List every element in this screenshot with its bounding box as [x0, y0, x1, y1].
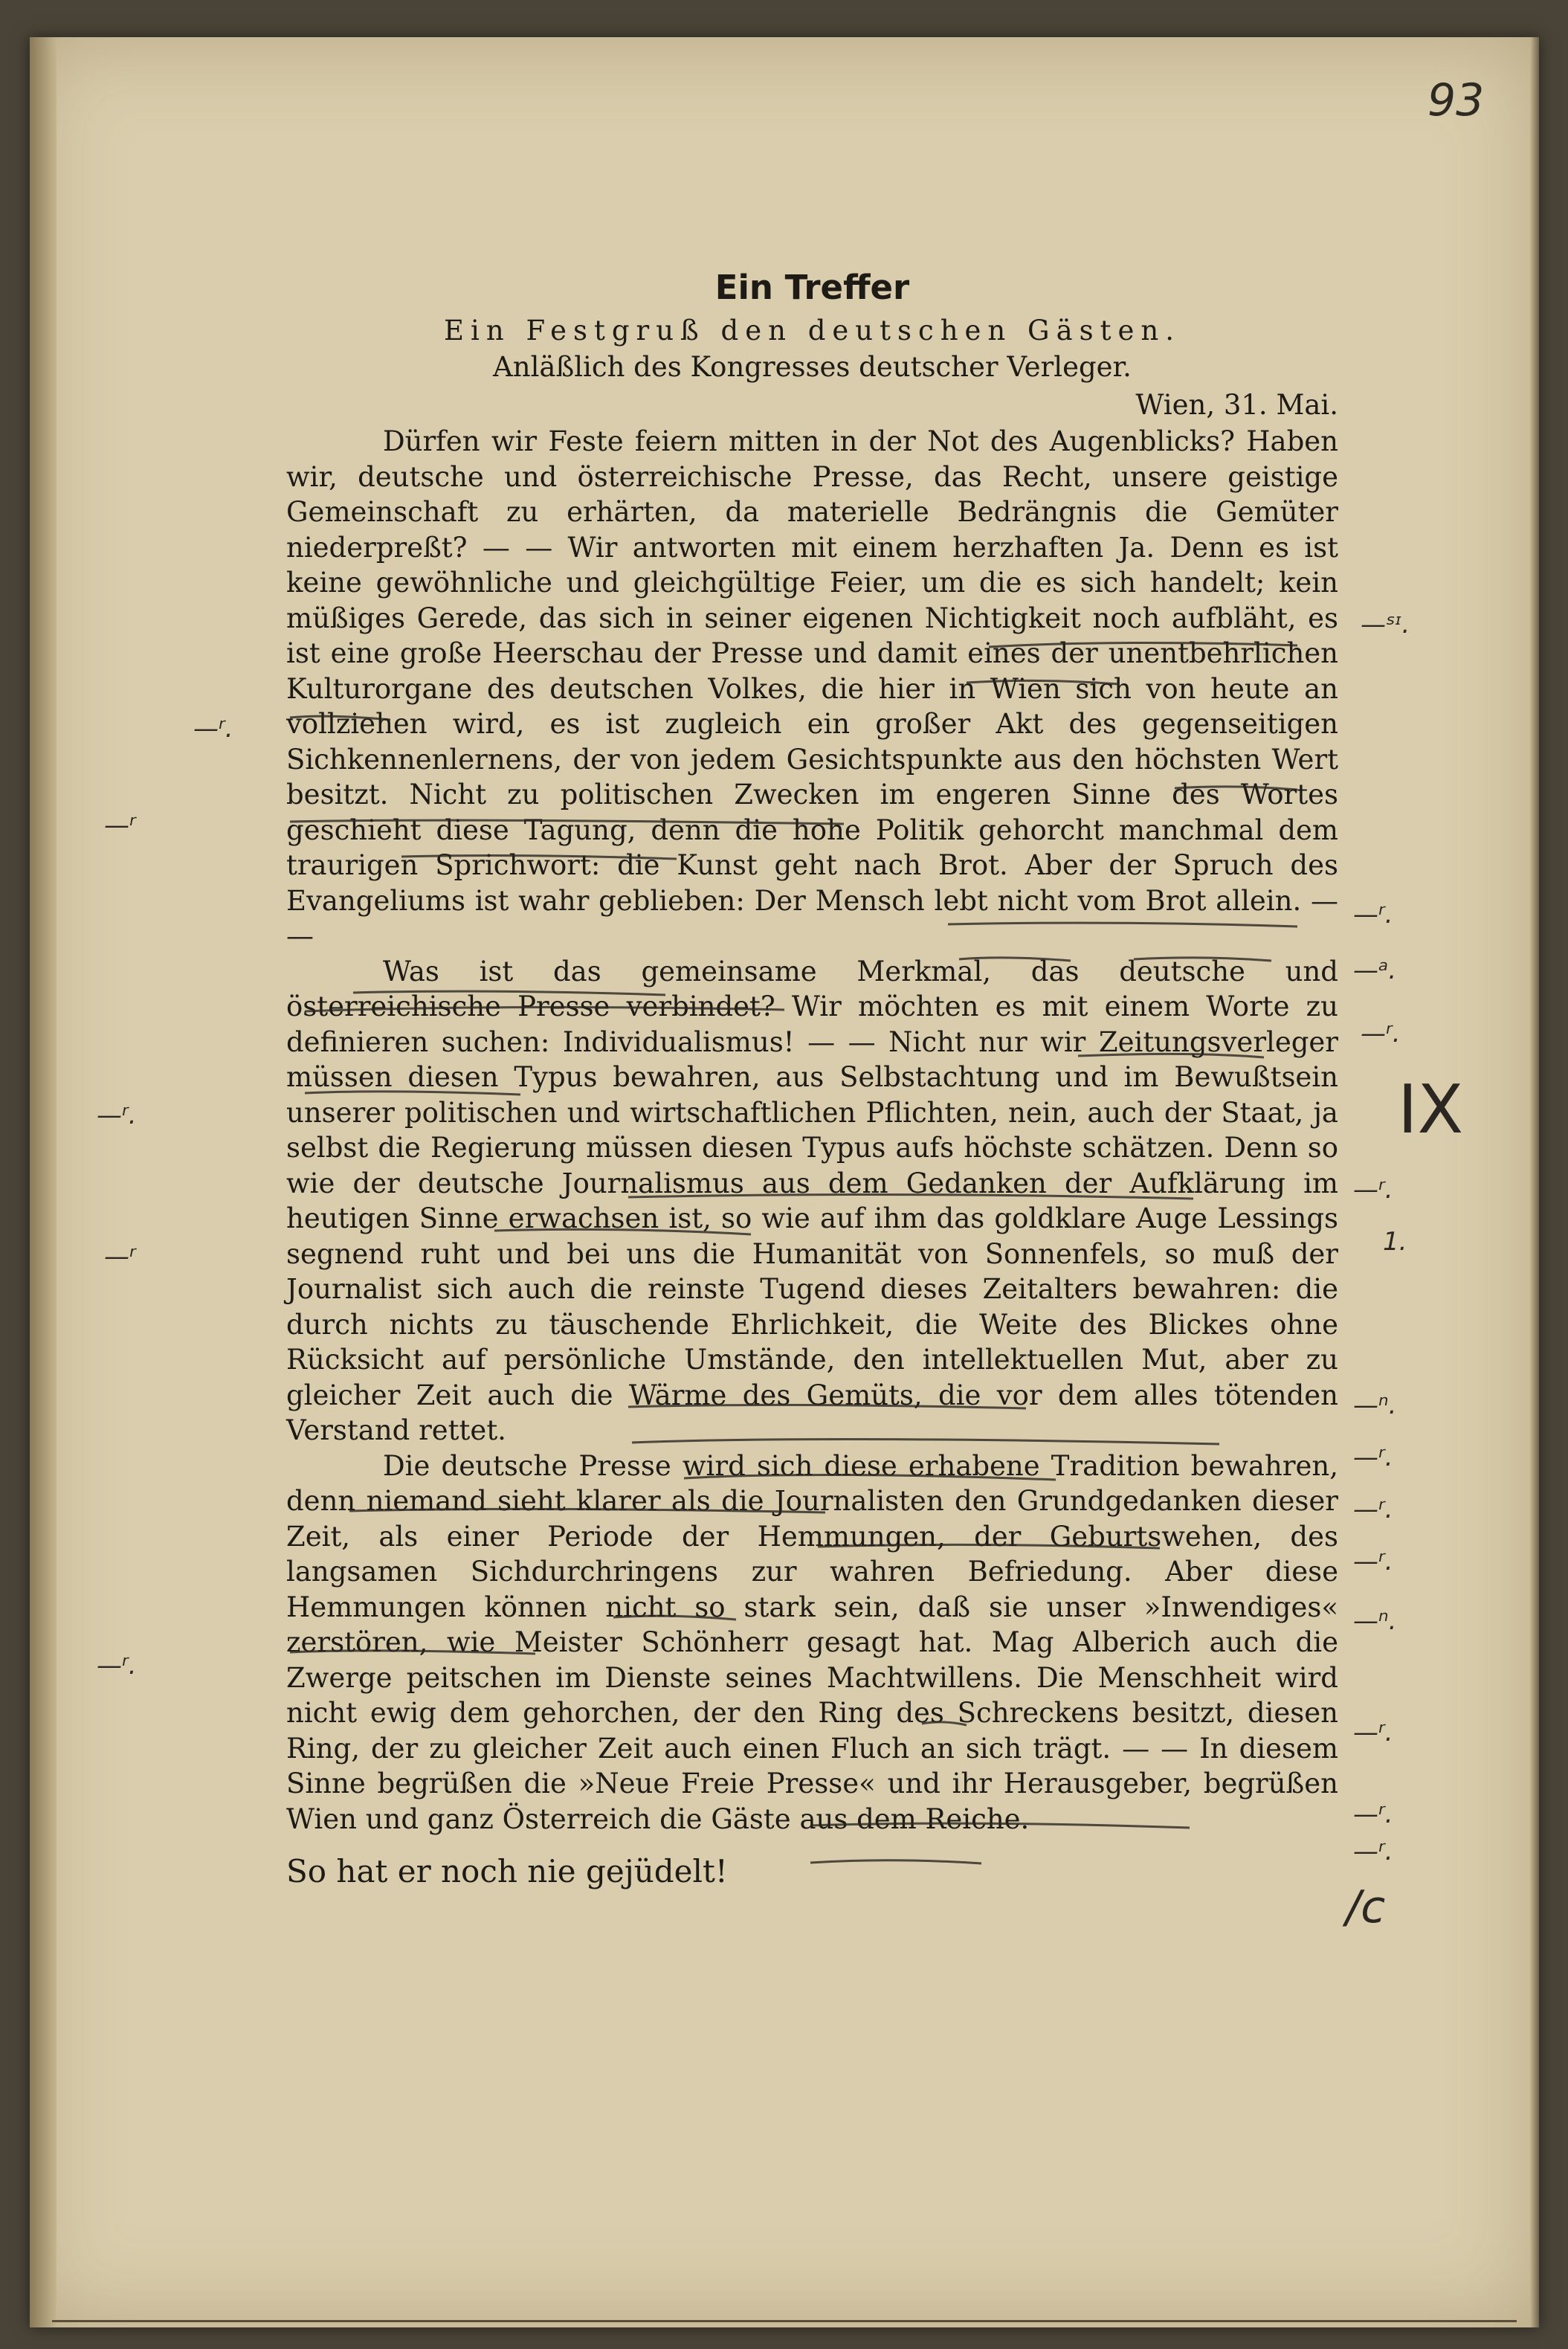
- page-bottom-rule: [52, 2320, 1517, 2322]
- handwritten-mark: —ʳ: [104, 1242, 136, 1272]
- handwritten-mark: —ʳ.: [1353, 1495, 1393, 1524]
- paragraph: Was ist das gemeinsame Merkmal, das deutsche und österreichische Presse verbindet? Wir möchten es mit einem Worte zu definieren suchen: Individualismus! — — Nicht nur wir Zeitungsverleger müssen diesen Typus bewahren, aus Selbstachtung und im Bewußtsein unserer politischen und wirtschaftlichen Pflichten, nein, auch der Staat, ja selbst die Regierung müssen diesen Typus aufs höchste schätzen. Denn so wie der deutsche Journalismus aus dem Gedanken der Aufklärung im heutigen Sinne erwachsen ist, so wie auf ihm das goldklare Auge Lessings segnend ruht und bei uns die Humanität von Sonnenfels, so muß der Journalist sich auch die reinste Tugend dieses Zeitalters bewahren: die durch nichts zu täuschende Ehrlichkeit, die Weite des Blickes ohne Rücksicht auf persönliche Umstände, den intellektuellen Mut, aber zu gleicher Zeit auch die Wärme des Gemüts, die vor dem alles tötenden Verstand rettet.: [286, 955, 1338, 1446]
- handwritten-mark: —ʳ.: [1353, 1547, 1393, 1576]
- handwritten-mark: —ʳ.: [1353, 1718, 1393, 1747]
- handwritten-mark: —ʳ.: [1353, 1175, 1393, 1205]
- handwritten-mark: —ⁿ.: [1353, 1606, 1397, 1636]
- roman-numeral-annotation: IX: [1398, 1071, 1464, 1149]
- handwritten-mark: /c: [1346, 1881, 1386, 1933]
- article-subtitle: Ein Festgruß den deutschen Gästen.: [444, 315, 1181, 347]
- handwritten-mark: —ʳ.: [1353, 900, 1393, 929]
- handwritten-mark: —ʳ.: [1353, 1443, 1393, 1472]
- handwritten-mark: —ˢᶦ.: [1361, 610, 1410, 639]
- article: [286, 238, 1338, 1889]
- page-edge: [1530, 37, 1539, 2327]
- scanned-page: [30, 37, 1539, 2327]
- handwritten-mark: —ʳ.: [1353, 1799, 1393, 1829]
- paragraph: Dürfen wir Feste feiern mitten in der Not des Augenblicks? Haben wir, deutsche und österreichische Presse, das Recht, unsere geistige Gemeinschaft zu erhärten, da materielle Bedrängnis die Gemüter niederpreßt? — — Wir antworten mit einem herzhaften Ja. Denn es ist keine gewöhnliche und gleichgültige Feier, um die es sich handelt; kein müßiges Gerede, das sich in seiner eigenen Nichtigkeit noch aufbläht, es ist eine große Heerschau der Presse und damit eines der unentbehrlichen Kulturorgane des deutschen Volkes, die hier in Wien sich von heute an vollziehen wird, es ist zugleich ein großer Akt des gegenseitigen Sichkennenlernens, der von jedem Gesichtspunkte aus den höchsten Wert besitzt. Nicht zu politischen Zwecken im engeren Sinne des Wortes geschieht diese Tagung, denn die hohe Politik gehorcht manchmal dem traurigen Sprichwort: die Kunst geht nach Brot. Aber der Spruch des Evangeliums ist wahr geblieben: Der Mensch lebt nicht vom Brot allein. — —: [286, 425, 1338, 952]
- handwritten-mark: —ʳ.: [193, 714, 233, 744]
- closing-remark: So hat er noch nie gejüdelt!: [286, 1853, 728, 1889]
- handwritten-mark: —ʳ.: [1361, 1019, 1401, 1048]
- handwritten-mark: —ʳ.: [97, 1101, 137, 1130]
- page-number: 93: [1427, 74, 1485, 126]
- handwritten-mark: —ʳ.: [97, 1651, 137, 1681]
- article-dateline: Wien, 31. Mai.: [1135, 389, 1338, 421]
- handwritten-mark: —ʳ: [104, 811, 136, 840]
- binding-edge: [30, 37, 57, 2327]
- handwritten-mark: 1.: [1383, 1227, 1407, 1257]
- paragraph: Die deutsche Presse wird sich diese erhabene Tradition bewahren, denn niemand sieht klarer als die Journalisten den Grundgedanken dieser Zeit, als einer Periode der Hemmungen, der Geburtswehen, des langsamen Sichdurchringens zur wahren Befriedung. Aber diese Hemmungen können nicht so stark sein, daß sie unser »Inwendiges« zerstören, wie Meister Schönherr gesagt hat. Mag Alberich auch die Zwerge peitschen im Dienste seines Machtwillens. Die Menschheit wird nicht ewig dem gehorchen, der den Ring des Schreckens besitzt, diesen Ring, der zu gleicher Zeit auch einen Fluch an sich trägt. — — In diesem Sinne begrüßen die »Neue Freie Presse« und ihr Herausgeber, begrüßen Wien und ganz Österreich die Gäste aus dem Reiche.: [286, 1449, 1338, 1835]
- handwritten-mark: —ʳ.: [1353, 1837, 1393, 1866]
- handwritten-mark: —ⁿ.: [1353, 1391, 1397, 1420]
- handwritten-mark: —ᵃ.: [1353, 956, 1397, 985]
- article-title: Ein Treffer: [714, 268, 910, 307]
- article-occasion: Anläßlich des Kongresses deutscher Verleger.: [493, 351, 1132, 383]
